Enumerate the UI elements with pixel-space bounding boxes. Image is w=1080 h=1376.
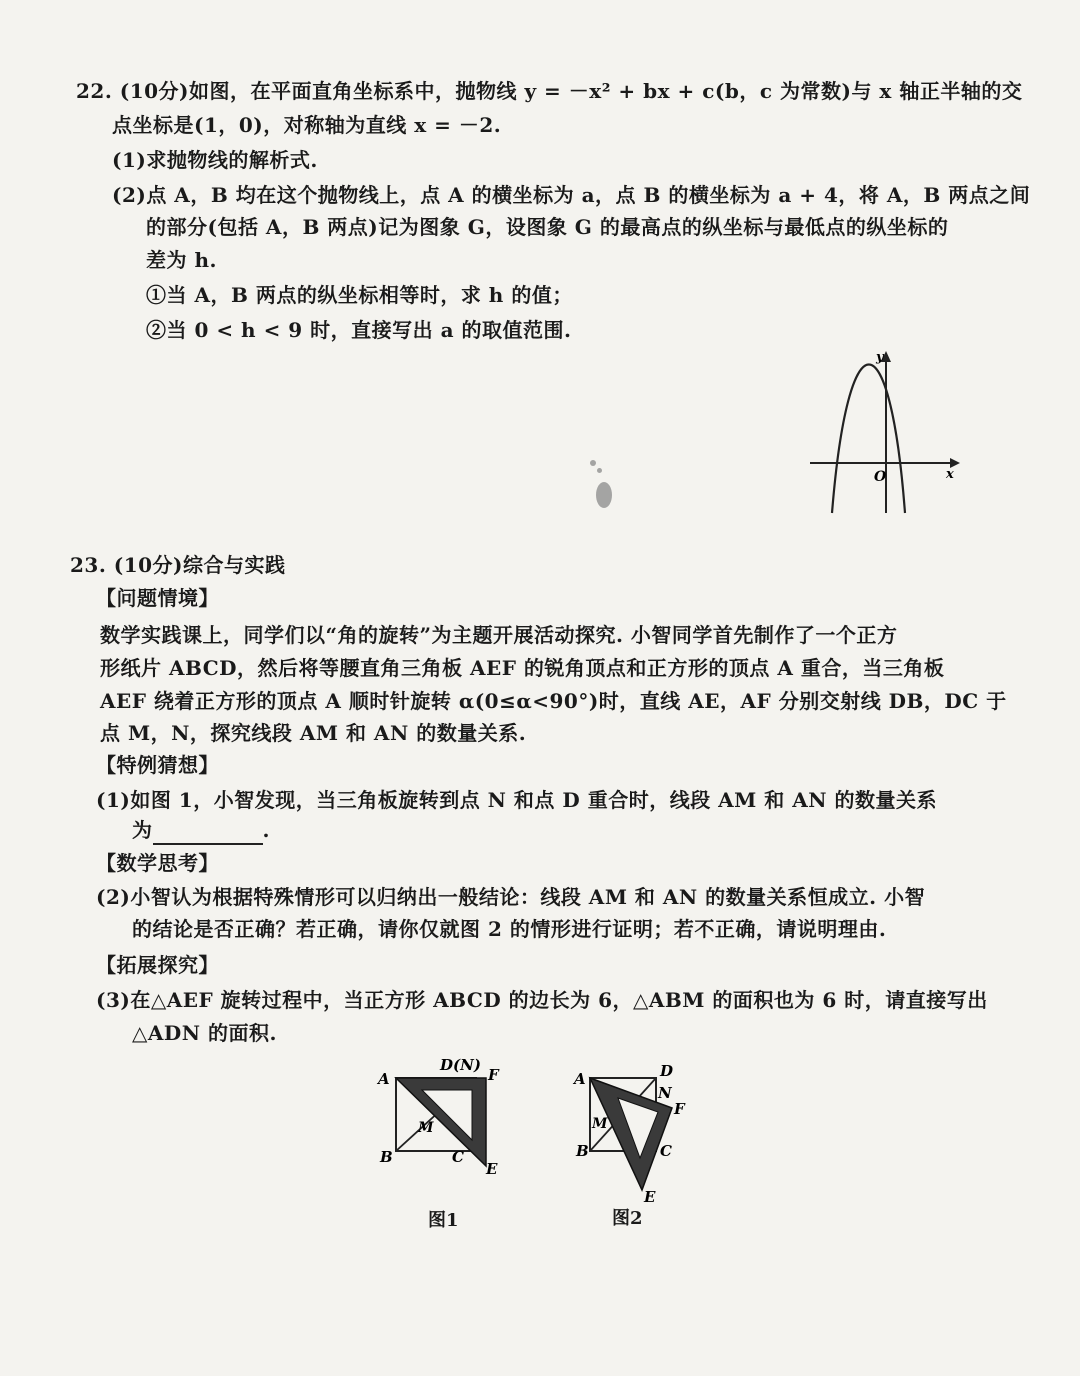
fig2-label-c: C [660,1142,672,1160]
q23-section-extend: 【拓展探究】 [96,953,219,977]
q23-section-guess: 【特例猜想】 [96,753,219,777]
fig1-label-f: F [488,1066,499,1084]
q23-problem-line4: 点 M，N，探究线段 AM 和 AN 的数量关系. [100,721,527,745]
figure-1 [370,1050,510,1180]
q23-part3-line1: (3)在△AEF 旋转过程中，当正方形 ABCD 的边长为 6，△ABM 的面积也为 6 时，请直接写出 [96,988,988,1012]
q22-part2-line2: 的部分(包括 A，B 两点)记为图象 G，设图象 G 的最高点的纵坐标与最低点的纵坐标的 [146,215,949,239]
ink-dot [590,460,596,466]
q23-section-problem: 【问题情境】 [96,586,219,610]
q23-part2-line2: 的结论是否正确？若正确，请你仅就图 2 的情形进行证明；若不正确，请说明理由. [132,917,887,941]
q23-section-think: 【数学思考】 [96,851,219,875]
fig2-label-b: B [576,1142,589,1160]
q23-part1-suffix: . [262,818,270,842]
fig1-caption: 图1 [428,1210,459,1231]
ink-smudge [596,482,612,508]
parabola-graph [800,345,970,520]
q23-title: 23. (10分)综合与实践 [70,553,286,577]
q23-part2-line1: (2)小智认为根据特殊情形可以归纳出一般结论：线段 AM 和 AN 的数量关系恒成立. 小智 [96,885,926,909]
q22-sub1: ①当 A，B 两点的纵坐标相等时，求 h 的值； [146,283,573,307]
fig2-label-f: F [674,1100,685,1118]
q22-part1: (1)求抛物线的解析式. [112,148,318,172]
q23-part1-line1: (1)如图 1，小智发现，当三角板旋转到点 N 和点 D 重合时，线段 AM 和 AN 的数量关系 [96,788,938,812]
fig1-label-c: C [452,1148,464,1166]
y-axis-label: y [876,350,884,365]
fig1-label-b: B [380,1148,393,1166]
q22-part2-line1: (2)点 A，B 均在这个抛物线上，点 A 的横坐标为 a，点 B 的横坐标为 a + 4，将 A，B 两点之间 [112,183,1031,207]
q22-part2-line3: 差为 h. [146,248,217,272]
q22-line1: 22. (10分)如图，在平面直角坐标系中，抛物线 y = －x² + bx + c(b，c 为常数)与 x 轴正半轴的交 [76,79,1023,103]
fig1-label-dn: D(N) [440,1056,481,1074]
fig1-label-m: M [418,1120,434,1136]
fig1-label-a: A [378,1070,390,1088]
q23-problem-line1: 数学实践课上，同学们以“角的旋转”为主题开展活动探究. 小智同学首先制作了一个正方 [100,623,898,647]
fig2-label-d: D [660,1062,674,1080]
parabola-curve [832,365,905,514]
figure-2 [568,1050,698,1210]
q23-part3-line2: △ADN 的面积. [132,1021,277,1045]
q23-problem-line2: 形纸片 ABCD，然后将等腰直角三角板 AEF 的锐角顶点和正方形的顶点 A 重合，当三角板 [100,656,945,680]
fig2-label-e: E [644,1188,656,1206]
ink-dot [597,468,602,473]
fig2-label-n: N [658,1084,672,1102]
origin-label: O [874,469,887,485]
fig2-label-a: A [574,1070,586,1088]
fig1-label-e: E [486,1160,498,1178]
q23-part1-line2 [132,815,270,845]
answer-blank[interactable] [153,821,263,845]
q23-part1-prefix: 为 [132,818,153,842]
fig2-caption: 图2 [612,1208,643,1229]
x-axis-label: x [946,467,954,482]
fig2-label-m: M [592,1116,608,1132]
q22-sub2: ②当 0 < h < 9 时，直接写出 a 的取值范围. [146,318,572,342]
q23-problem-line3: AEF 绕着正方形的顶点 A 顺时针旋转 α(0≤α<90°)时，直线 AE，AF 分别交射线 DB，DC 于 [100,689,1007,713]
q22-line2: 点坐标是(1，0)，对称轴为直线 x = －2. [112,113,502,137]
